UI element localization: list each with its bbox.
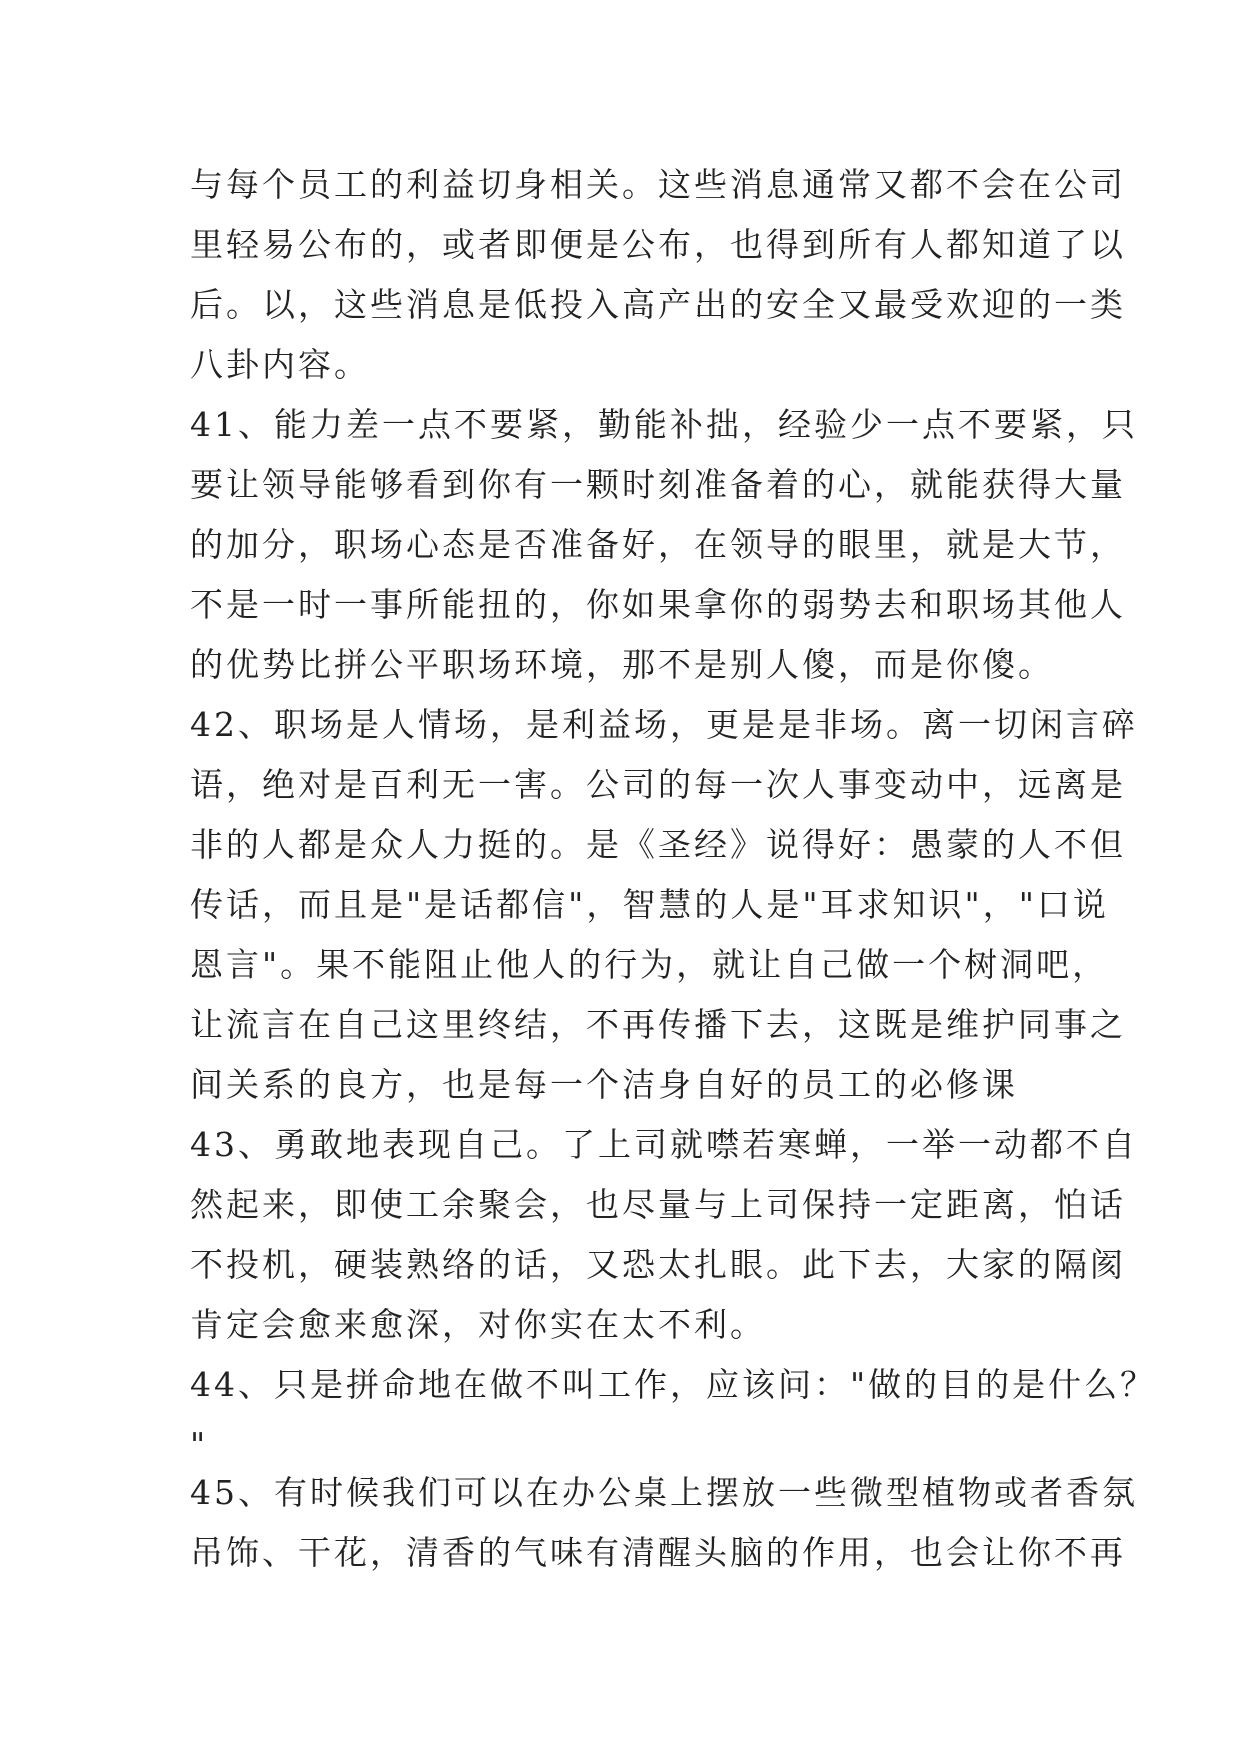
text-line: 44、只是拼命地在做不叫工作，应该问："做的目的是什么？ (190, 1365, 1157, 1404)
text-line: 让流言在自己这里终结，不再传播下去，这既是维护同事之 (190, 1005, 1126, 1044)
text-line: 与每个员工的利益切身相关。这些消息通常又都不会在公司 (190, 165, 1126, 204)
text-line: 吊饰、干花，清香的气味有清醒头脑的作用，也会让你不再 (190, 1533, 1126, 1572)
text-line: 里轻易公布的，或者即便是公布，也得到所有人都知道了以 (190, 225, 1126, 264)
text-line: 恩言"。果不能阻止他人的行为，就让自己做一个树洞吧， (190, 945, 1109, 984)
text-line: 后。以，这些消息是低投入高产出的安全又最受欢迎的一类 (190, 285, 1126, 324)
text-line: 要让领导能够看到你有一颗时刻准备着的心，就能获得大量 (190, 465, 1126, 504)
text-line: 传话，而且是"是话都信"，智慧的人是"耳求知识"，"口说 (190, 885, 1109, 924)
text-line: 肯定会愈来愈深，对你实在太不利。 (190, 1305, 766, 1344)
text-line: 不投机，硬装熟络的话，又恐太扎眼。此下去，大家的隔阂 (190, 1245, 1126, 1284)
text-line: 非的人都是众人力挺的。是《圣经》说得好：愚蒙的人不但 (190, 825, 1126, 864)
text-line: 间关系的良方，也是每一个洁身自好的员工的必修课 (190, 1065, 1018, 1104)
text-line: 然起来，即使工余聚会，也尽量与上司保持一定距离，怕话 (190, 1185, 1126, 1224)
text-line: 语，绝对是百利无一害。公司的每一次人事变动中，远离是 (190, 765, 1126, 804)
text-line: 43、勇敢地表现自己。了上司就噤若寒蝉，一举一动都不自 (190, 1125, 1138, 1164)
text-line: 的加分，职场心态是否准备好，在领导的眼里，就是大节， (190, 525, 1126, 564)
text-line: 45、有时候我们可以在办公桌上摆放一些微型植物或者香氛 (190, 1473, 1138, 1512)
text-line: 八卦内容。 (190, 345, 370, 384)
text-line: 的优势比拼公平职场环境，那不是别人傻，而是你傻。 (190, 645, 1054, 684)
text-line: 41、能力差一点不要紧，勤能补拙，经验少一点不要紧，只 (190, 405, 1138, 444)
text-line: 42、职场是人情场，是利益场，更是是非场。离一切闲言碎 (190, 705, 1138, 744)
text-line: " (190, 1425, 209, 1464)
document-body (190, 155, 1157, 1583)
text-line: 不是一时一事所能扭的，你如果拿你的弱势去和职场其他人 (190, 585, 1126, 624)
